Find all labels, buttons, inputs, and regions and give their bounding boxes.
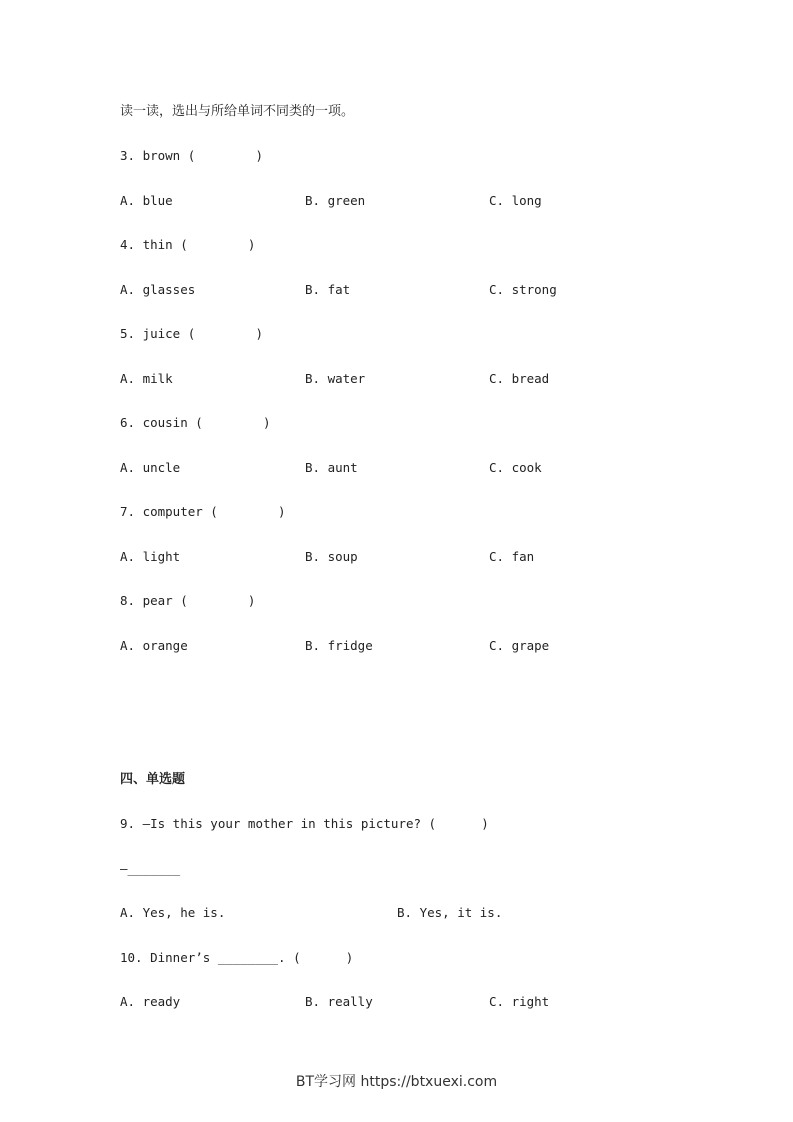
question-4-stem: 4. thin ( ) — [120, 237, 256, 252]
question-9-option-a: A. Yes, he is. — [120, 905, 226, 920]
question-7-option-b: B. soup — [305, 549, 358, 564]
question-3-option-a: A. blue — [120, 193, 173, 208]
question-5-stem: 5. juice ( ) — [120, 326, 263, 341]
question-6-option-a: A. uncle — [120, 460, 181, 475]
question-10-option-a: A. ready — [120, 994, 181, 1009]
footer-watermark: BT学习网 https://btxuexi.com — [295, 1074, 498, 1090]
question-10-stem: 10. Dinner’s ________. ( ) — [120, 950, 354, 965]
question-5-option-c: C. bread — [489, 371, 550, 386]
question-9-option-b: B. Yes, it is. — [397, 905, 503, 920]
question-6-stem: 6. cousin ( ) — [120, 415, 271, 430]
question-8-stem: 8. pear ( ) — [120, 593, 256, 608]
question-4-option-a: A. glasses — [120, 282, 196, 297]
question-8-option-b: B. fridge — [305, 638, 373, 653]
question-9-stem: 9. —Is this your mother in this picture? ( ) — [120, 816, 489, 831]
question-3-option-c: C. long — [489, 193, 542, 208]
question-6-option-b: B. aunt — [305, 460, 358, 475]
question-6-option-c: C. cook — [489, 460, 542, 475]
question-7-option-a: A. light — [120, 549, 181, 564]
question-9-answer-line: —_______ — [120, 861, 181, 876]
question-10-option-b: B. really — [305, 994, 373, 1009]
question-5-option-a: A. milk — [120, 371, 173, 386]
question-5-option-b: B. water — [305, 371, 366, 386]
question-8-option-c: C. grape — [489, 638, 550, 653]
question-4-option-c: C. strong — [489, 282, 557, 297]
question-8-option-a: A. orange — [120, 638, 188, 653]
question-4-option-b: B. fat — [305, 282, 351, 297]
question-10-option-c: C. right — [489, 994, 550, 1009]
question-3-stem: 3. brown ( ) — [120, 148, 263, 163]
instruction-text: 读一读，选出与所给单词不同类的一项。 — [120, 104, 355, 119]
section-title: 四、单选题 — [120, 772, 186, 787]
question-3-option-b: B. green — [305, 193, 366, 208]
question-7-stem: 7. computer ( ) — [120, 504, 286, 519]
question-7-option-c: C. fan — [489, 549, 535, 564]
